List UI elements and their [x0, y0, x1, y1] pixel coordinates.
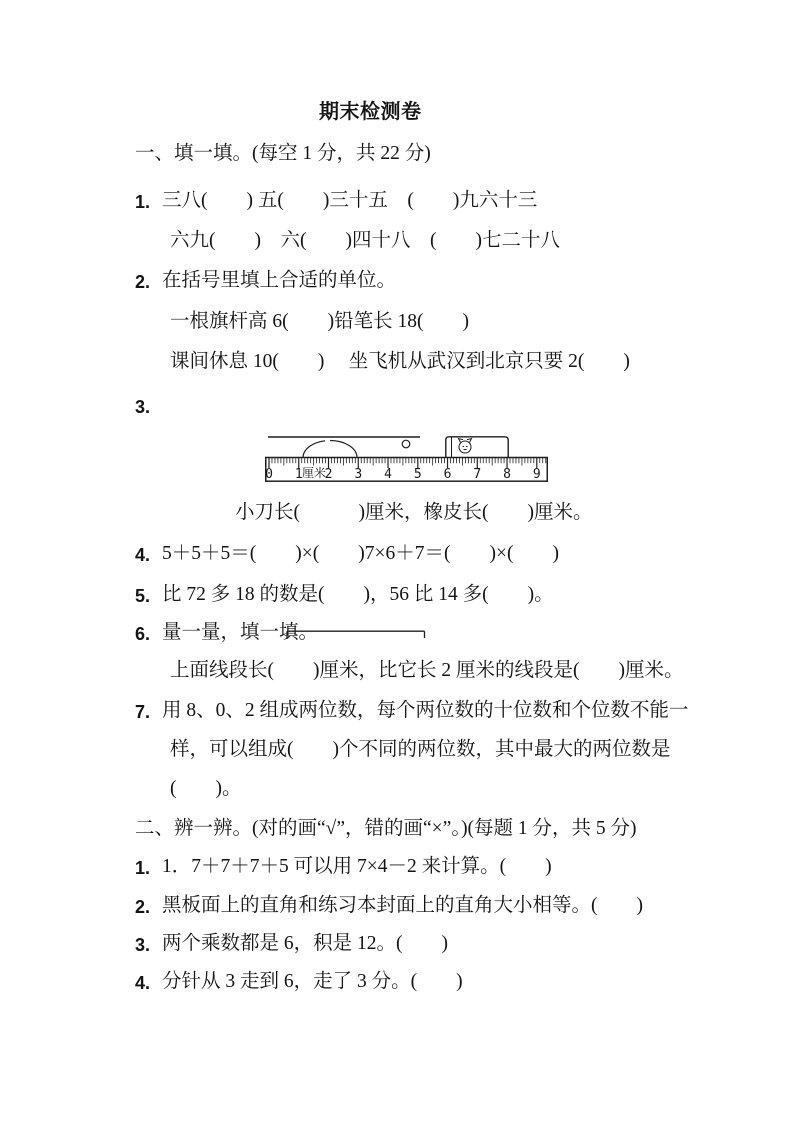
s2-q2-line-1: 黑板面上的直角和练习本封面上的直角大小相等。( ): [162, 895, 643, 916]
s1-q2-line-1: 在括号里填上合适的单位。: [162, 270, 397, 291]
s2-q1-number: 1.: [135, 858, 151, 878]
s1-q7-number: 7.: [135, 702, 151, 722]
s2-q4-number: 4.: [135, 973, 151, 993]
s1-q2-line-3: 课间休息 10( ) 坐飞机从武汉到北京只要 2( ): [170, 351, 630, 372]
s1-q5-number: 5.: [135, 586, 151, 606]
ruler-number: 5: [413, 467, 422, 482]
ruler-number: 6: [443, 467, 452, 482]
ruler-number: 0: [265, 467, 273, 482]
s2-q3-number: 3.: [135, 935, 151, 955]
s1-q6-number: 6.: [135, 624, 151, 644]
s1-q1-line-2: 六九( ) 六( )四十八 ( )七二十八: [170, 230, 560, 251]
s1-q5-line-1: 比 72 多 18 的数是( )，56 比 14 多( )。: [162, 584, 554, 605]
s1-q3-caption: 小刀长( )厘米，橡皮长( )厘米。: [235, 502, 593, 523]
ruler-number: 7: [473, 467, 482, 482]
ruler-number: 4: [384, 467, 392, 482]
s2-q2-number: 2.: [135, 897, 151, 917]
knife-hole-icon: [402, 440, 410, 448]
ruler-unit-label: 厘米: [301, 466, 327, 480]
s1-q7-line-3: ( )。: [170, 778, 242, 799]
s1-q6-line-2: 上面线段长( )厘米，比它长 2 厘米的线段是( )厘米。: [170, 660, 684, 681]
page-title: 期末检测卷: [319, 101, 422, 123]
eraser-outline-icon: [446, 437, 508, 458]
s1-q3-number: 3.: [135, 397, 151, 417]
ruler-number: 1: [294, 467, 303, 482]
ruler-number: 3: [354, 467, 363, 482]
s1-q7-line-1: 用 8、0、2 组成两位数，每个两位数的十位数和个位数不能一: [162, 700, 689, 721]
s1-q1-line-1: 三八( ) 五( )三十五 ( )九六十三: [162, 190, 538, 211]
ruler-number: 9: [532, 467, 541, 482]
s2-q4-line-1: 分针从 3 走到 6，走了 3 分。( ): [162, 971, 463, 992]
s1-q1-number: 1.: [135, 192, 151, 212]
knife-handle-arc-icon: [303, 441, 357, 458]
section-2-heading: 二、辨一辨。(对的画“√”，错的画“×”。)(每题 1 分，共 5 分): [135, 818, 637, 839]
section-1-heading: 一、填一填。(每空 1 分，共 22 分): [135, 143, 431, 164]
s1-q2-number: 2.: [135, 272, 151, 292]
s2-q3-line-1: 两个乘数都是 6，积是 12。( ): [162, 933, 448, 954]
eraser-cat-doodle-icon: [459, 439, 472, 454]
line-segment-figure: [286, 630, 428, 642]
s1-q6-line-1: 量一量，填一填。: [162, 622, 319, 643]
ruler-number: 2: [324, 467, 333, 482]
s2-q1-line-1: 1．7＋7＋7＋5 可以用 7×4－2 来计算。( ): [162, 856, 552, 877]
s1-q4-number: 4.: [135, 545, 151, 565]
ruler-figure: [265, 429, 555, 487]
s1-q7-line-2: 样，可以组成( )个不同的两位数，其中最大的两位数是: [170, 739, 671, 760]
ruler-number: 8: [503, 467, 511, 482]
s1-q2-line-2: 一根旗杆高 6( )铅笔长 18( ): [170, 311, 469, 332]
s1-q4-line-1: 5＋5＋5＝( )×( )7×6＋7＝( )×( ): [162, 543, 559, 564]
